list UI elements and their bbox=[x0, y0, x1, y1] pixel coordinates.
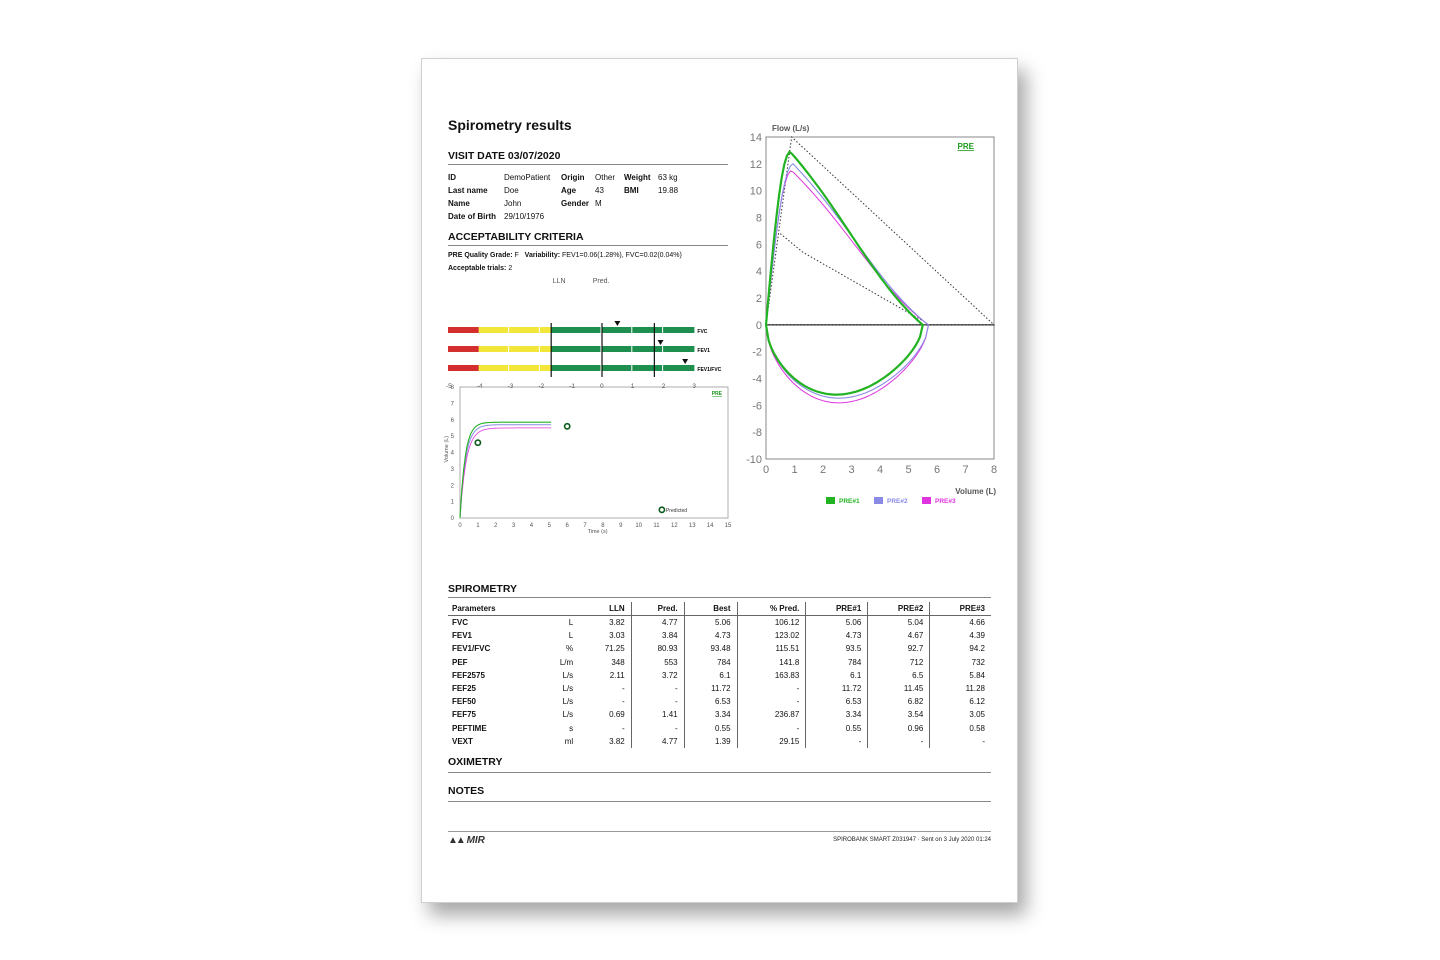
fv-y-tick: 0 bbox=[755, 319, 762, 332]
name-label: Name bbox=[448, 199, 470, 208]
value-cell: 93.48 bbox=[684, 642, 737, 655]
fv-loop-pre1 bbox=[766, 152, 923, 395]
quality-line bbox=[448, 252, 682, 259]
weight-label: Weight bbox=[624, 173, 651, 182]
fv-predicted-inner bbox=[780, 234, 923, 321]
spirometry-header-cell: PRE#3 bbox=[930, 602, 991, 616]
bar-marker bbox=[614, 321, 620, 326]
unit-cell: L/s bbox=[562, 670, 574, 680]
fv-x-tick: 7 bbox=[962, 464, 969, 476]
vt-x-tick: 2 bbox=[494, 523, 498, 529]
acceptability-bar-chart bbox=[442, 273, 742, 390]
vt-x-tick: 14 bbox=[706, 523, 714, 529]
report-page bbox=[421, 58, 1018, 903]
spirometry-header-cell bbox=[539, 602, 579, 616]
table-row bbox=[448, 669, 991, 682]
volume-time-chart bbox=[436, 379, 736, 539]
fv-y-tick: 8 bbox=[755, 212, 762, 225]
fv-pre-label: PRE bbox=[957, 142, 974, 151]
spirometry-header-cell: PRE#2 bbox=[868, 602, 930, 616]
value-cell: 0.96 bbox=[868, 722, 930, 735]
value-cell: 93.5 bbox=[806, 642, 868, 655]
vt-x-tick: 3 bbox=[511, 523, 516, 529]
value-cell: 0.58 bbox=[930, 722, 991, 735]
vt-curve-pre2 bbox=[460, 425, 551, 518]
patient-labels-col3 bbox=[624, 171, 651, 197]
fv-y-tick: 12 bbox=[749, 158, 762, 171]
vt-y-tick: 3 bbox=[450, 466, 454, 473]
parameter-name-cell: FEF50 bbox=[452, 697, 477, 707]
value-cell: 712 bbox=[868, 656, 930, 669]
spirometry-header-cell: Parameters bbox=[448, 602, 539, 616]
bar-tick-label: -5 bbox=[446, 383, 452, 390]
vt-y-tick: 7 bbox=[450, 401, 454, 408]
value-cell: 3.05 bbox=[930, 708, 991, 721]
bar-tick-label: -4 bbox=[476, 383, 483, 390]
vt-predicted-marker bbox=[659, 507, 664, 512]
value-cell: 1.41 bbox=[631, 708, 684, 721]
parameter-name-cell: FEF25 bbox=[452, 684, 477, 694]
value-cell: 123.02 bbox=[737, 629, 806, 642]
bar-tick-label: 3 bbox=[692, 383, 697, 390]
value-cell: 3.82 bbox=[609, 736, 625, 746]
trials-line bbox=[448, 265, 512, 272]
dob-label: Date of Birth bbox=[448, 212, 496, 221]
spirometry-header-cell: Pred. bbox=[631, 602, 684, 616]
value-cell: 4.39 bbox=[930, 629, 991, 642]
vt-frame bbox=[460, 387, 728, 518]
table-row bbox=[448, 682, 991, 695]
value-cell: 236.87 bbox=[737, 708, 806, 721]
fv-legend-label: PRE#2 bbox=[887, 498, 908, 505]
patient-values-col3 bbox=[658, 171, 678, 197]
value-cell: 6.5 bbox=[868, 669, 930, 682]
value-cell: 5.84 bbox=[930, 669, 991, 682]
bar-green-zone bbox=[551, 365, 694, 371]
vt-x-tick: 6 bbox=[565, 523, 569, 529]
last-name-label: Last name bbox=[448, 186, 488, 195]
patient-labels-col2 bbox=[561, 171, 589, 210]
patient-values-col2 bbox=[595, 171, 615, 210]
vt-y-tick: 5 bbox=[450, 434, 454, 441]
footer-device: SPIROBANK SMART Z031947 · Sent on 3 July 2020 01:24 bbox=[833, 837, 991, 843]
vt-x-tick: 5 bbox=[547, 523, 552, 529]
bar-tick-label: 0 bbox=[600, 383, 604, 390]
fv-y-tick: -10 bbox=[746, 454, 762, 466]
vt-x-tick: 7 bbox=[583, 523, 587, 529]
fv-loop-pre2 bbox=[766, 164, 929, 398]
bar-tick-label: -1 bbox=[569, 383, 575, 390]
bar-yellow-zone bbox=[479, 327, 551, 333]
value-cell: 784 bbox=[806, 656, 868, 669]
vt-y-tick: 1 bbox=[450, 499, 454, 506]
bar-marker bbox=[682, 359, 688, 364]
spirometry-header-cell: Best bbox=[684, 602, 737, 616]
fv-legend-label: PRE#1 bbox=[839, 498, 860, 505]
value-cell: 6.12 bbox=[930, 695, 991, 708]
vt-y-tick: 2 bbox=[450, 483, 454, 490]
fv-x-tick: 4 bbox=[876, 464, 884, 476]
lln-label: LLN bbox=[552, 278, 566, 285]
value-cell: 0.69 bbox=[609, 710, 625, 720]
table-row bbox=[448, 708, 991, 721]
value-cell: - bbox=[737, 682, 806, 695]
unit-cell: ml bbox=[564, 736, 574, 746]
patient-values-col1 bbox=[504, 171, 550, 223]
unit-cell: L/s bbox=[562, 710, 574, 720]
fv-frame bbox=[766, 137, 994, 459]
value-cell: 553 bbox=[631, 656, 684, 669]
value-cell: - bbox=[631, 722, 684, 735]
value-cell: - bbox=[631, 682, 684, 695]
vt-y-label: Volume (L) bbox=[444, 435, 450, 463]
unit-cell: s bbox=[569, 723, 574, 733]
table-row bbox=[448, 616, 991, 630]
bar-yellow-zone bbox=[479, 346, 551, 352]
fv-legend-label: PRE#3 bbox=[935, 498, 956, 505]
fv-legend-swatch bbox=[826, 497, 835, 504]
weight-value: 63 kg bbox=[658, 173, 678, 182]
bar-tick-label: -2 bbox=[538, 383, 545, 390]
value-cell: 6.82 bbox=[868, 695, 930, 708]
value-cell: - bbox=[868, 735, 930, 748]
value-cell: - bbox=[631, 695, 684, 708]
parameter-name-cell: PEF bbox=[452, 657, 468, 667]
quality-value: F bbox=[514, 252, 519, 259]
unit-cell: L/s bbox=[562, 684, 574, 694]
parameter-name-cell: PEFTIME bbox=[452, 723, 487, 733]
parameter-name-cell: FEV1 bbox=[452, 631, 473, 641]
mir-logo-icon: ▲▲ bbox=[448, 835, 464, 846]
vt-y-tick: 4 bbox=[450, 450, 454, 457]
vt-y-tick: 6 bbox=[450, 417, 454, 424]
value-cell: - bbox=[737, 722, 806, 735]
mir-logo-text: MIR bbox=[466, 835, 485, 846]
value-cell: 5.06 bbox=[684, 616, 737, 630]
vt-x-label: Time (s) bbox=[587, 529, 608, 535]
value-cell: 11.72 bbox=[806, 682, 868, 695]
vt-predicted-marker bbox=[565, 424, 570, 429]
age-label: Age bbox=[561, 186, 577, 195]
vt-x-tick: 9 bbox=[619, 523, 623, 529]
pred-label: Pred. bbox=[592, 278, 610, 285]
vt-x-tick: 10 bbox=[635, 523, 643, 529]
value-cell: 6.53 bbox=[806, 695, 868, 708]
vt-x-tick: 11 bbox=[653, 523, 660, 529]
vt-pre-label: PRE bbox=[711, 391, 722, 397]
mir-logo bbox=[448, 835, 485, 846]
value-cell: 3.82 bbox=[609, 618, 625, 628]
vt-x-tick: 8 bbox=[601, 523, 605, 529]
fv-y-tick: 2 bbox=[755, 293, 762, 305]
value-cell: 4.67 bbox=[868, 629, 930, 642]
value-cell: 3.84 bbox=[631, 629, 684, 642]
value-cell: 4.77 bbox=[631, 735, 684, 748]
variability-label: Variability: bbox=[524, 252, 561, 259]
spirometry-heading: SPIROMETRY bbox=[448, 583, 991, 598]
bar-marker bbox=[658, 340, 664, 345]
bar-tick-label: 1 bbox=[630, 383, 635, 390]
vt-x-tick: 4 bbox=[529, 523, 534, 529]
value-cell: 94.2 bbox=[930, 642, 991, 655]
bar-green-zone bbox=[551, 346, 694, 352]
id-label: ID bbox=[448, 173, 456, 182]
bar-yellow-zone bbox=[479, 365, 551, 371]
value-cell: - bbox=[806, 735, 868, 748]
table-row bbox=[448, 735, 991, 748]
table-row bbox=[448, 722, 991, 735]
fv-y-tick: -6 bbox=[752, 400, 762, 413]
value-cell: 11.45 bbox=[868, 682, 930, 695]
bar-red-zone bbox=[448, 346, 479, 352]
notes-heading: NOTES bbox=[448, 785, 991, 802]
value-cell: 3.34 bbox=[806, 708, 868, 721]
table-row bbox=[448, 629, 991, 642]
fv-y-tick: -8 bbox=[752, 427, 762, 440]
value-cell: - bbox=[737, 695, 806, 708]
gender-value: M bbox=[595, 199, 602, 208]
age-value: 43 bbox=[595, 186, 604, 195]
visit-date-heading: VISIT DATE 03/07/2020 bbox=[448, 150, 728, 165]
value-cell: 6.1 bbox=[806, 669, 868, 682]
gender-label: Gender bbox=[561, 199, 590, 208]
value-cell: 6.1 bbox=[684, 669, 737, 682]
unit-cell: L/m bbox=[559, 657, 574, 667]
table-row bbox=[448, 656, 991, 669]
bmi-value: 19.88 bbox=[658, 186, 679, 195]
fv-title: Flow (L/s) bbox=[772, 124, 810, 133]
footer-divider bbox=[448, 831, 991, 832]
unit-cell: L/s bbox=[562, 697, 574, 707]
fv-x-label: Volume (L) bbox=[955, 487, 996, 496]
fv-y-tick: 10 bbox=[749, 185, 762, 198]
value-cell: 784 bbox=[684, 656, 737, 669]
bar-green-zone bbox=[551, 327, 694, 333]
value-cell: 71.25 bbox=[604, 644, 625, 654]
bar-label: FEV1/FVC bbox=[697, 367, 722, 373]
unit-cell: L bbox=[568, 631, 574, 641]
trials-value: 2 bbox=[508, 265, 513, 272]
fv-legend-swatch bbox=[874, 497, 883, 504]
table-row bbox=[448, 695, 991, 708]
name-value: John bbox=[504, 199, 522, 208]
spirometry-header-cell: % Pred. bbox=[737, 602, 806, 616]
value-cell: 29.15 bbox=[737, 735, 806, 748]
value-cell: 2.11 bbox=[609, 670, 625, 680]
vt-x-tick: 15 bbox=[724, 523, 732, 529]
fv-legend-swatch bbox=[922, 497, 931, 504]
parameter-name-cell: FVC bbox=[452, 618, 468, 628]
value-cell: 80.93 bbox=[631, 642, 684, 655]
fv-y-tick: 6 bbox=[755, 239, 762, 252]
value-cell: 141.8 bbox=[737, 656, 806, 669]
value-cell: 0.55 bbox=[806, 722, 868, 735]
fv-y-tick: 4 bbox=[755, 266, 762, 279]
unit-cell: % bbox=[566, 644, 574, 654]
spirometry-header-cell: PRE#1 bbox=[806, 602, 868, 616]
table-row bbox=[448, 642, 991, 655]
bar-red-zone bbox=[448, 327, 479, 333]
value-cell: 5.06 bbox=[806, 616, 868, 630]
fv-x-tick: 0 bbox=[762, 464, 770, 476]
value-cell: 3.34 bbox=[684, 708, 737, 721]
value-cell: 4.73 bbox=[684, 629, 737, 642]
vt-predicted-marker bbox=[475, 440, 480, 445]
last-name-value: Doe bbox=[504, 186, 519, 195]
bar-label: FEV1 bbox=[697, 348, 710, 354]
id-value: DemoPatient bbox=[504, 173, 551, 182]
value-cell: 11.72 bbox=[684, 682, 737, 695]
bar-tick-label: -3 bbox=[507, 383, 514, 390]
value-cell: 1.39 bbox=[684, 735, 737, 748]
vt-x-tick: 12 bbox=[671, 523, 678, 529]
value-cell: 163.83 bbox=[737, 669, 806, 682]
parameter-name-cell: VEXT bbox=[452, 736, 473, 746]
vt-predicted-label: Predicted bbox=[665, 507, 688, 514]
fv-x-tick: 8 bbox=[990, 464, 998, 476]
patient-labels-col1 bbox=[448, 171, 496, 223]
parameter-name-cell: FEF75 bbox=[452, 710, 477, 720]
fv-y-tick: -4 bbox=[752, 373, 762, 386]
value-cell: 115.51 bbox=[737, 642, 806, 655]
value-cell: 3.72 bbox=[631, 669, 684, 682]
vt-x-tick: 13 bbox=[688, 523, 696, 529]
fv-y-tick: -2 bbox=[752, 346, 762, 359]
acceptability-heading: ACCEPTABILITY CRITERIA bbox=[448, 231, 728, 246]
value-cell: - bbox=[622, 684, 625, 694]
oximetry-heading: OXIMETRY bbox=[448, 756, 991, 773]
fv-x-tick: 6 bbox=[933, 464, 941, 476]
value-cell: 6.53 bbox=[684, 695, 737, 708]
bar-red-zone bbox=[448, 365, 479, 371]
origin-label: Origin bbox=[561, 173, 585, 182]
vt-y-tick: 0 bbox=[450, 516, 454, 522]
origin-value: Other bbox=[595, 173, 616, 182]
value-cell: - bbox=[622, 697, 625, 707]
value-cell: 4.77 bbox=[631, 616, 684, 630]
fv-x-tick: 1 bbox=[791, 464, 798, 476]
flow-volume-chart bbox=[736, 124, 1006, 547]
value-cell: 3.54 bbox=[868, 708, 930, 721]
value-cell: - bbox=[622, 723, 625, 733]
parameter-name-cell: FEF2575 bbox=[452, 670, 485, 680]
variability-value: FEV1=0.06(1.28%), FVC=0.02(0.04%) bbox=[562, 252, 682, 259]
vt-y-tick: 8 bbox=[450, 385, 454, 391]
bar-tick-label: 2 bbox=[661, 383, 666, 390]
value-cell: 106.12 bbox=[737, 616, 806, 630]
value-cell: - bbox=[930, 735, 991, 748]
value-cell: 4.73 bbox=[806, 629, 868, 642]
vt-x-tick: 1 bbox=[476, 523, 480, 529]
value-cell: 732 bbox=[930, 656, 991, 669]
trials-label: Acceptable trials: bbox=[448, 265, 507, 272]
value-cell: 348 bbox=[611, 657, 625, 667]
vt-x-tick: 0 bbox=[458, 523, 462, 529]
vt-curve-pre3 bbox=[460, 428, 551, 518]
value-cell: 92.7 bbox=[868, 642, 930, 655]
value-cell: 11.28 bbox=[930, 682, 991, 695]
bar-label: FVC bbox=[697, 329, 708, 335]
value-cell: 5.04 bbox=[868, 616, 930, 630]
bmi-label: BMI bbox=[624, 186, 639, 195]
fv-x-tick: 3 bbox=[848, 464, 855, 476]
spirometry-header-cell: LLN bbox=[579, 602, 631, 616]
unit-cell: L bbox=[568, 618, 574, 628]
dob-value: 29/10/1976 bbox=[504, 212, 545, 221]
report-title: Spirometry results bbox=[448, 117, 572, 133]
value-cell: 0.55 bbox=[684, 722, 737, 735]
spirometry-table bbox=[448, 602, 991, 748]
value-cell: 4.66 bbox=[930, 616, 991, 630]
fv-x-tick: 5 bbox=[905, 464, 912, 476]
parameter-name-cell: FEV1/FVC bbox=[452, 644, 491, 654]
quality-label: PRE Quality Grade: bbox=[448, 252, 513, 259]
fv-y-tick: 14 bbox=[749, 132, 762, 144]
fv-loop-pre3 bbox=[766, 171, 929, 403]
vt-curve-pre1 bbox=[460, 422, 551, 518]
value-cell: 3.03 bbox=[609, 631, 625, 641]
fv-x-tick: 2 bbox=[819, 464, 827, 476]
